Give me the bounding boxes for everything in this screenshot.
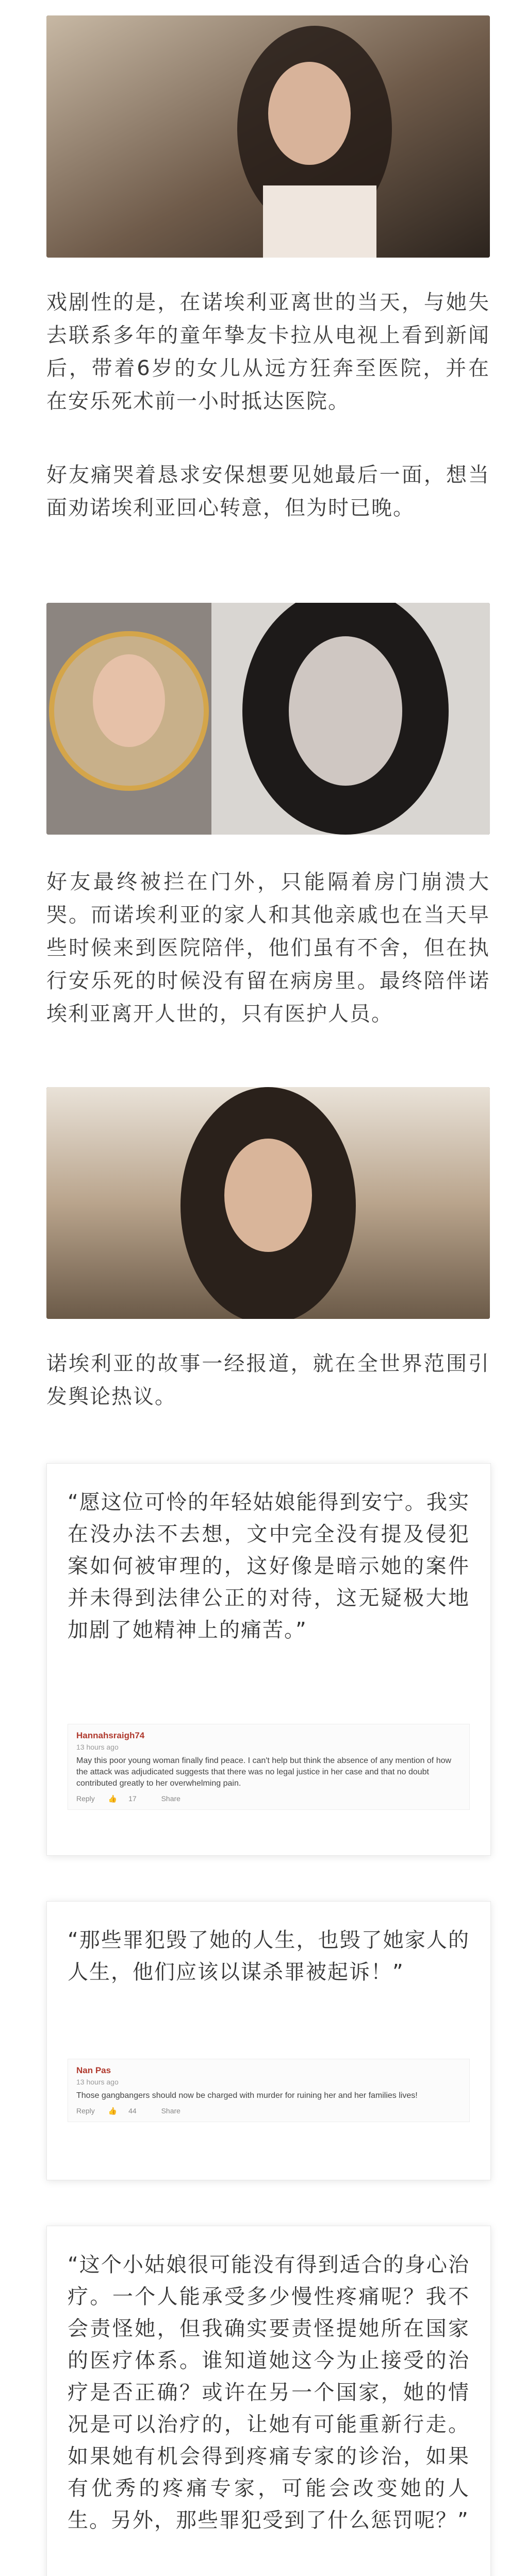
photo-icon <box>46 1087 490 1319</box>
comment-author: Hannahsraigh74 <box>76 1731 145 1740</box>
thumbs-up-icon: 👍 <box>108 2107 118 2115</box>
comment-actions <box>76 2107 461 2115</box>
comment-author: Nan Pas <box>76 2065 111 2075</box>
share-link[interactable]: Share <box>161 1794 180 1803</box>
comment-time: 13 hours ago <box>76 2078 119 2086</box>
article-paragraph: 诺埃利亚的故事一经报道，就在全世界范围引发舆论热议。 <box>46 1352 490 1409</box>
article-photo-2 <box>46 603 490 835</box>
comment-card <box>46 1463 491 1856</box>
share-link[interactable]: Share <box>161 2107 180 2115</box>
comment-quote: “这个小姑娘很可能没有得到适合的身心治疗。一个人能承受多少慢性疼痛呢？我不会责怪她，但我确实要责怪提她所在国家的医疗体系。谁知道她这今为止接受的治疗是否正确？或许在另一个国家，她的情况是可以治疗的，让她有可能重新行走。如果她有机会得到疼痛专家的诊治，如果有优秀的疼痛专家，可能会改变她的人生。另外，那些罪犯受到了什么惩罚呢？” <box>68 2253 470 2532</box>
photo-icon <box>46 15 490 258</box>
comment-time: 13 hours ago <box>76 1743 119 1751</box>
photo-icon <box>46 603 490 835</box>
comment-card <box>46 1901 491 2180</box>
article-photo-3 <box>46 1087 490 1319</box>
comment-screenshot <box>68 2059 470 2122</box>
comment-quote: “那些罪犯毁了她的人生，也毁了她家人的人生，他们应该以谋杀罪被起诉！” <box>68 1928 470 1984</box>
vote-count[interactable]: 👍 44 <box>108 2107 137 2115</box>
reply-link[interactable]: Reply <box>76 1794 95 1803</box>
vote-count[interactable]: 👍 17 <box>108 1794 137 1803</box>
comment-quote: “愿这位可怜的年轻姑娘能得到安宁。我实在没办法不去想，文中完全没有提及侵犯案如何被审理的，这好像是暗示她的案件并未得到法律公正的对待，这无疑极大地加剧了她精神上的痛苦。” <box>68 1490 470 1642</box>
article-paragraph: 好友最终被拦在门外，只能隔着房门崩溃大哭。而诺埃利亚的家人和其他亲戚也在当天早些时候来到医院陪伴，他们虽有不舍，但在执行安乐死的时候没有留在病房里。最终陪伴诺埃利亚离开人世的，只有医护人员。 <box>46 870 490 1026</box>
article-paragraph: 好友痛哭着恳求安保想要见她最后一面，想当面劝诺埃利亚回心转意，但为时已晚。 <box>46 463 490 520</box>
reply-link[interactable]: Reply <box>76 2107 95 2115</box>
thumbs-up-icon: 👍 <box>108 1794 118 1803</box>
comment-text: May this poor young woman finally find peace. I can't help but think the absence of any mention of how the attack was adjudicated suggests that there was no legal justice in her case and that no doubt contributed greatly to her overwhelming pain. <box>76 1756 452 1788</box>
article-photo-1 <box>46 15 490 258</box>
comment-text: Those gangbangers should now be charged with murder for ruining her and her families lives! <box>76 2091 418 2100</box>
comment-card <box>46 2226 491 2576</box>
comment-screenshot <box>68 1724 470 1810</box>
article-paragraph: 戏剧性的是，在诺埃利亚离世的当天，与她失去联系多年的童年挚友卡拉从电视上看到新闻后，带着6岁的女儿从远方狂奔至医院，并在在安乐死术前一小时抵达医院。 <box>46 291 490 413</box>
comment-actions <box>76 1794 461 1803</box>
